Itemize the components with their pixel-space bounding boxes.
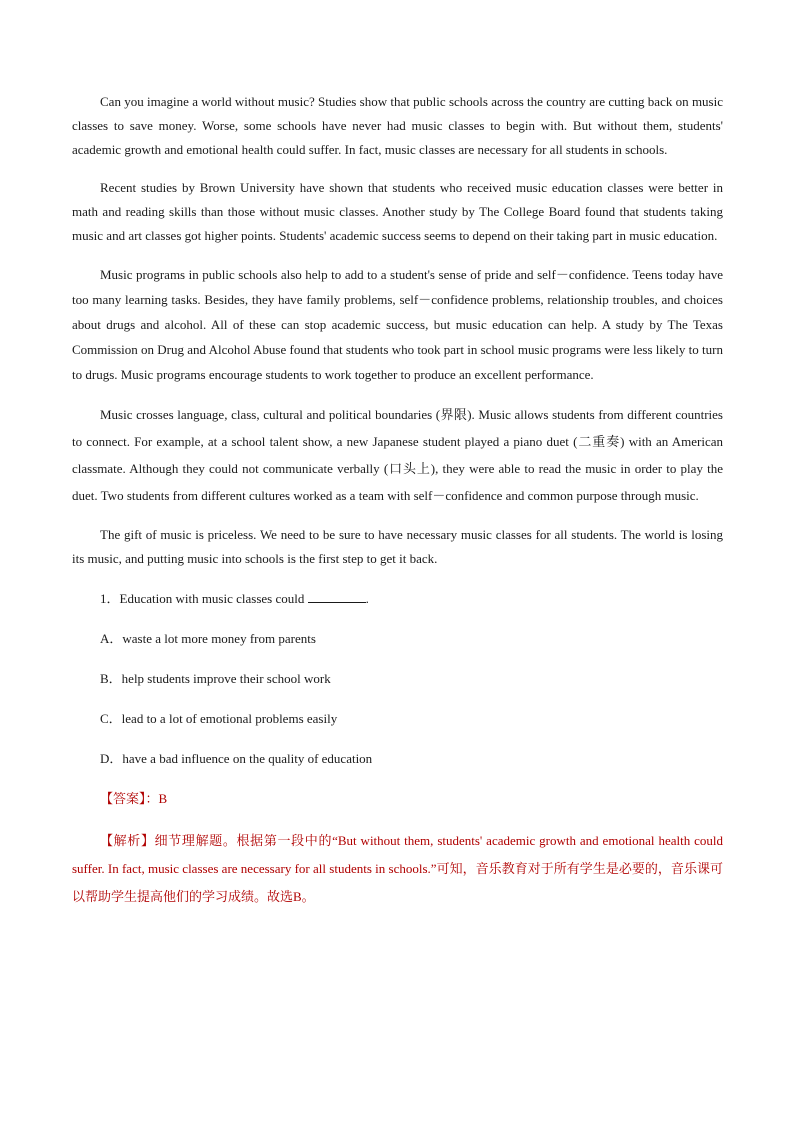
answer-blank: [308, 590, 366, 603]
passage-paragraph-5: The gift of music is priceless. We need to be sure to have necessary music classes for all students. The world is losing its music, and putting music into schools is the first step to get it back.: [72, 527, 723, 566]
passage-paragraph-4: Music crosses language, class, cultural and political boundaries (界限). Music allows students from different countries to connect. For example, at a school talent show, a new Japanese student played a piano duet (二重奏) with an American classmate. Although they could not communicate verbally (口头上), they were able to read the music in order to play the duet. Two students from different cultures worked as a team with self－confidence and common purpose through music.: [72, 407, 723, 503]
passage-paragraph-2: Recent studies by Brown University have shown that students who received music education classes were better in math and reading skills than those without music classes. Another study by The College Board found that students taking music and art classes got higher points. Students' academic success seems to depend on their taking part in music education.: [72, 180, 723, 243]
option-d: D．have a bad influence on the quality of education: [100, 751, 373, 766]
option-c: C．lead to a lot of emotional problems easily: [100, 711, 338, 726]
analysis-paragraph: 【解析】细节理解题。根据第一段中的“But without them, students' academic growth and emotional health could suffer. In fact, music classes are necessary for all students in schools.”可知，音乐教育对于所有学生是必要的，音乐课可以帮助学生提高他们的学习成绩。故选B。: [72, 833, 723, 904]
document-page: [72, 90, 723, 911]
question-1: [100, 589, 723, 609]
answer-value: B: [158, 791, 168, 806]
option-a: A．waste a lot more money from parents: [100, 631, 316, 646]
option-b: B．help students improve their school work: [100, 671, 331, 686]
answer-label: 【答案】：: [100, 791, 159, 806]
question-stem-end: .: [365, 591, 369, 606]
question-stem: 1．Education with music classes could: [100, 591, 305, 606]
answer-line: [100, 789, 723, 809]
passage-paragraph-3: Music programs in public schools also help to add to a student's sense of pride and self－confidence. Teens today have too many learning tasks. Besides, they have family problems, self－confidence problems, relationship troubles, and choices about drugs and alcohol. All of these can stop academic success, but music education can help. A study by The Texas Commission on Drug and Alcohol Abuse found that students who took part in school music programs were less likely to turn to drugs. Music programs encourage students to work together to produce an excellent performance.: [72, 267, 723, 382]
passage-paragraph-1: Can you imagine a world without music? Studies show that public schools across the country are cutting back on music classes to save money. Worse, some schools have never had music classes to begin with. But without them, students' academic growth and emotional health could suffer. In fact, music classes are necessary for all students in schools.: [72, 94, 723, 157]
